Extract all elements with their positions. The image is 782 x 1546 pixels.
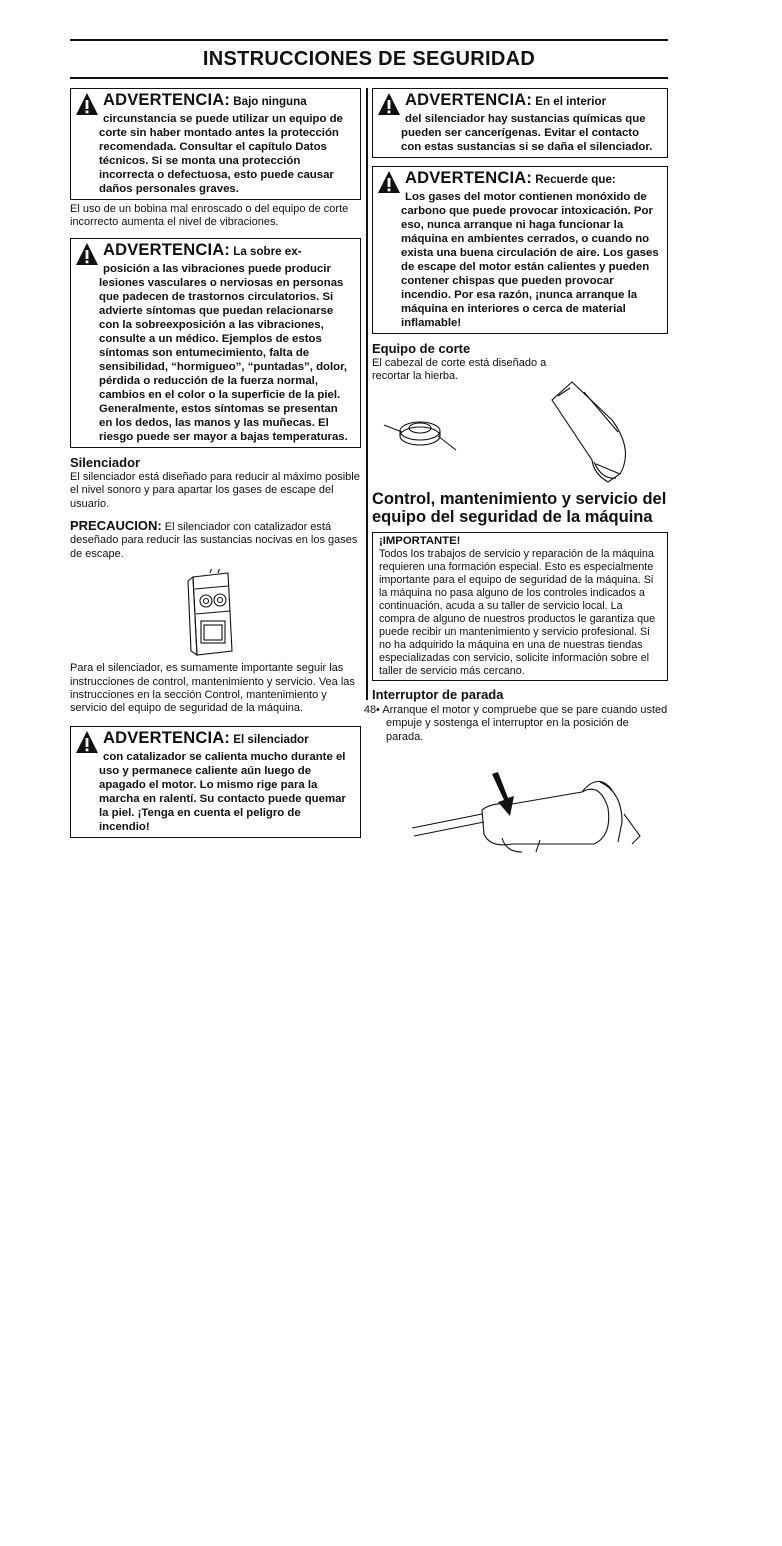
important-label: ¡IMPORTANTE! — [379, 534, 461, 547]
paragraph: El uso de un bobina mal enroscado o del equipo de corte incorrecto aumenta el nivel de vibraciones. — [70, 203, 349, 229]
warning-heading: ADVERTENCIA: — [405, 91, 533, 109]
control-heading: Control, mantenimiento y servicio del equipo del seguridad de la máquina — [372, 489, 667, 526]
list-item: • Arranque el motor y compruebe que se pare cuando usted empuje y sostenga el interruptor en la posición de parada. — [376, 703, 668, 743]
list-item-text: Arranque el motor y compruebe que se pare cuando usted empuje y sostenga el interruptor en la posición de parada. — [382, 703, 668, 743]
warning-text: Los gases del motor contienen monóxido de carbono que puede provocar intoxicación. Por eso, nunca arranque ni haga funcionar la máquina en ambientes cerrados, o cuando no exista una buena circulación de aire. Los gases de escape del motor están calientes y pueden contener chispas que pueden provocar incendio. Por esa razón, ¡nunca arranque la máquina en interiores o cerca de material inflamable! — [401, 191, 659, 329]
caution-text: El silenciador con catalizador está deseñado para reducir las sustancias nocivas en los gases de escape. — [70, 521, 358, 560]
warning-box — [70, 726, 361, 838]
warning-triangle-icon — [377, 91, 401, 117]
interruptor-heading: Interruptor de parada — [372, 686, 504, 702]
left-column — [70, 88, 361, 838]
warning-triangle-icon — [75, 241, 99, 267]
warning-heading: ADVERTENCIA: — [103, 728, 231, 747]
warning-box — [70, 88, 361, 200]
warning-triangle-icon — [377, 169, 401, 195]
warning-lead: La sobre ex- — [233, 244, 302, 258]
paragraph: El cabezal de corte está diseñado a recortar la hierba. — [372, 357, 547, 383]
column-divider — [366, 88, 368, 700]
warning-triangle-icon — [75, 729, 99, 755]
paragraph: El silenciador está diseñado para reducir al máximo posible el nivel sonoro y para apartar los gases de escape del usuario. — [70, 470, 360, 510]
warning-heading: ADVERTENCIA: — [103, 240, 231, 259]
warning-text: circunstancia se puede utilizar un equipo de corte sin haber montado antes la protección recomendada. Consultar el capítulo Datos técnicos. Si se monta una protección incorrecta o defectuosa, esto puede causar daños personales graves. — [99, 113, 343, 195]
equipo-heading: Equipo de corte — [372, 341, 471, 356]
right-column — [372, 88, 668, 862]
important-text: Todos los trabajos de servicio y reparación de la máquina requieren una formación especial. Esto es especialmente importante para el equipo de seguridad de la máquina. Si la máquina no pasa alguno de los controles indicados a continuación, acuda a su taller de servicio local. La compra de alguno de nuestros productos le garantiza que puede recibir un mantenimiento y servicio profesional. Si no ha adquirido la máquina en una de nuestras tiendas especializadas con servicio, solicite información sobre el taller de servicio más cercano. — [379, 547, 656, 677]
paragraph: Para el silenciador, es sumamente importante seguir las instrucciones de control, mantenimiento y servicio. Vea las instrucciones en la sección Control, mantenimiento y servicio del equipo de seguridad de la máquina. — [70, 662, 355, 715]
important-box — [372, 532, 668, 681]
caution-paragraph — [70, 519, 361, 561]
warning-text: del silenciador hay sustancias químicas que pueden ser cancerígenas. Evitar el contacto con estas sustancias si se daña el silenciador. — [401, 113, 653, 153]
warning-text: con catalizador se calienta mucho durante el uso y permanece caliente aún luego de apagado el motor. Lo mismo rige para la marcha en ralentí. Su contacto puede quemar la piel. ¡Tenga en cuenta el peligro de incendio! — [99, 750, 346, 833]
caution-label: PRECAUCION: — [70, 518, 162, 534]
warning-lead: Recuerde que: — [535, 173, 616, 186]
warning-heading: ADVERTENCIA: — [103, 91, 231, 109]
cutting-head-illustration — [372, 370, 668, 490]
warning-box — [70, 238, 361, 448]
warning-lead: Bajo ninguna — [233, 95, 307, 108]
warning-lead: El silenciador — [233, 732, 309, 746]
stop-switch-illustration — [372, 752, 668, 862]
page-title: INSTRUCCIONES DE SEGURIDAD — [70, 39, 668, 79]
silenciador-heading: Silenciador — [70, 454, 141, 470]
warning-triangle-icon — [75, 91, 99, 117]
warning-box — [372, 88, 668, 158]
warning-box — [372, 166, 668, 334]
warning-heading: ADVERTENCIA: — [405, 169, 533, 187]
warning-text: posición a las vibraciones puede producir lesiones vasculares o nerviosas en personas que padecen de trastornos circulatorios. Si advierte síntomas que puedan relacionarse con la sobreexposición a las vibraciones, consulte a un médico. Ejemplos de estos síntomas son entumecimiento, falta de sensibilidad, “hormigueo”, “puntadas”, dolor, pérdida o reducción de la fuerza normal, cambios en el color o la superficie de la piel. Generalmente, estos síntomas se presentan en los dedos, las manos y las muñecas. El riesgo puede ser mayor a bajas temperaturas. — [99, 262, 348, 443]
muffler-illustration — [70, 569, 361, 659]
page-number: 48 — [363, 704, 377, 716]
warning-lead: En el interior — [535, 95, 607, 108]
